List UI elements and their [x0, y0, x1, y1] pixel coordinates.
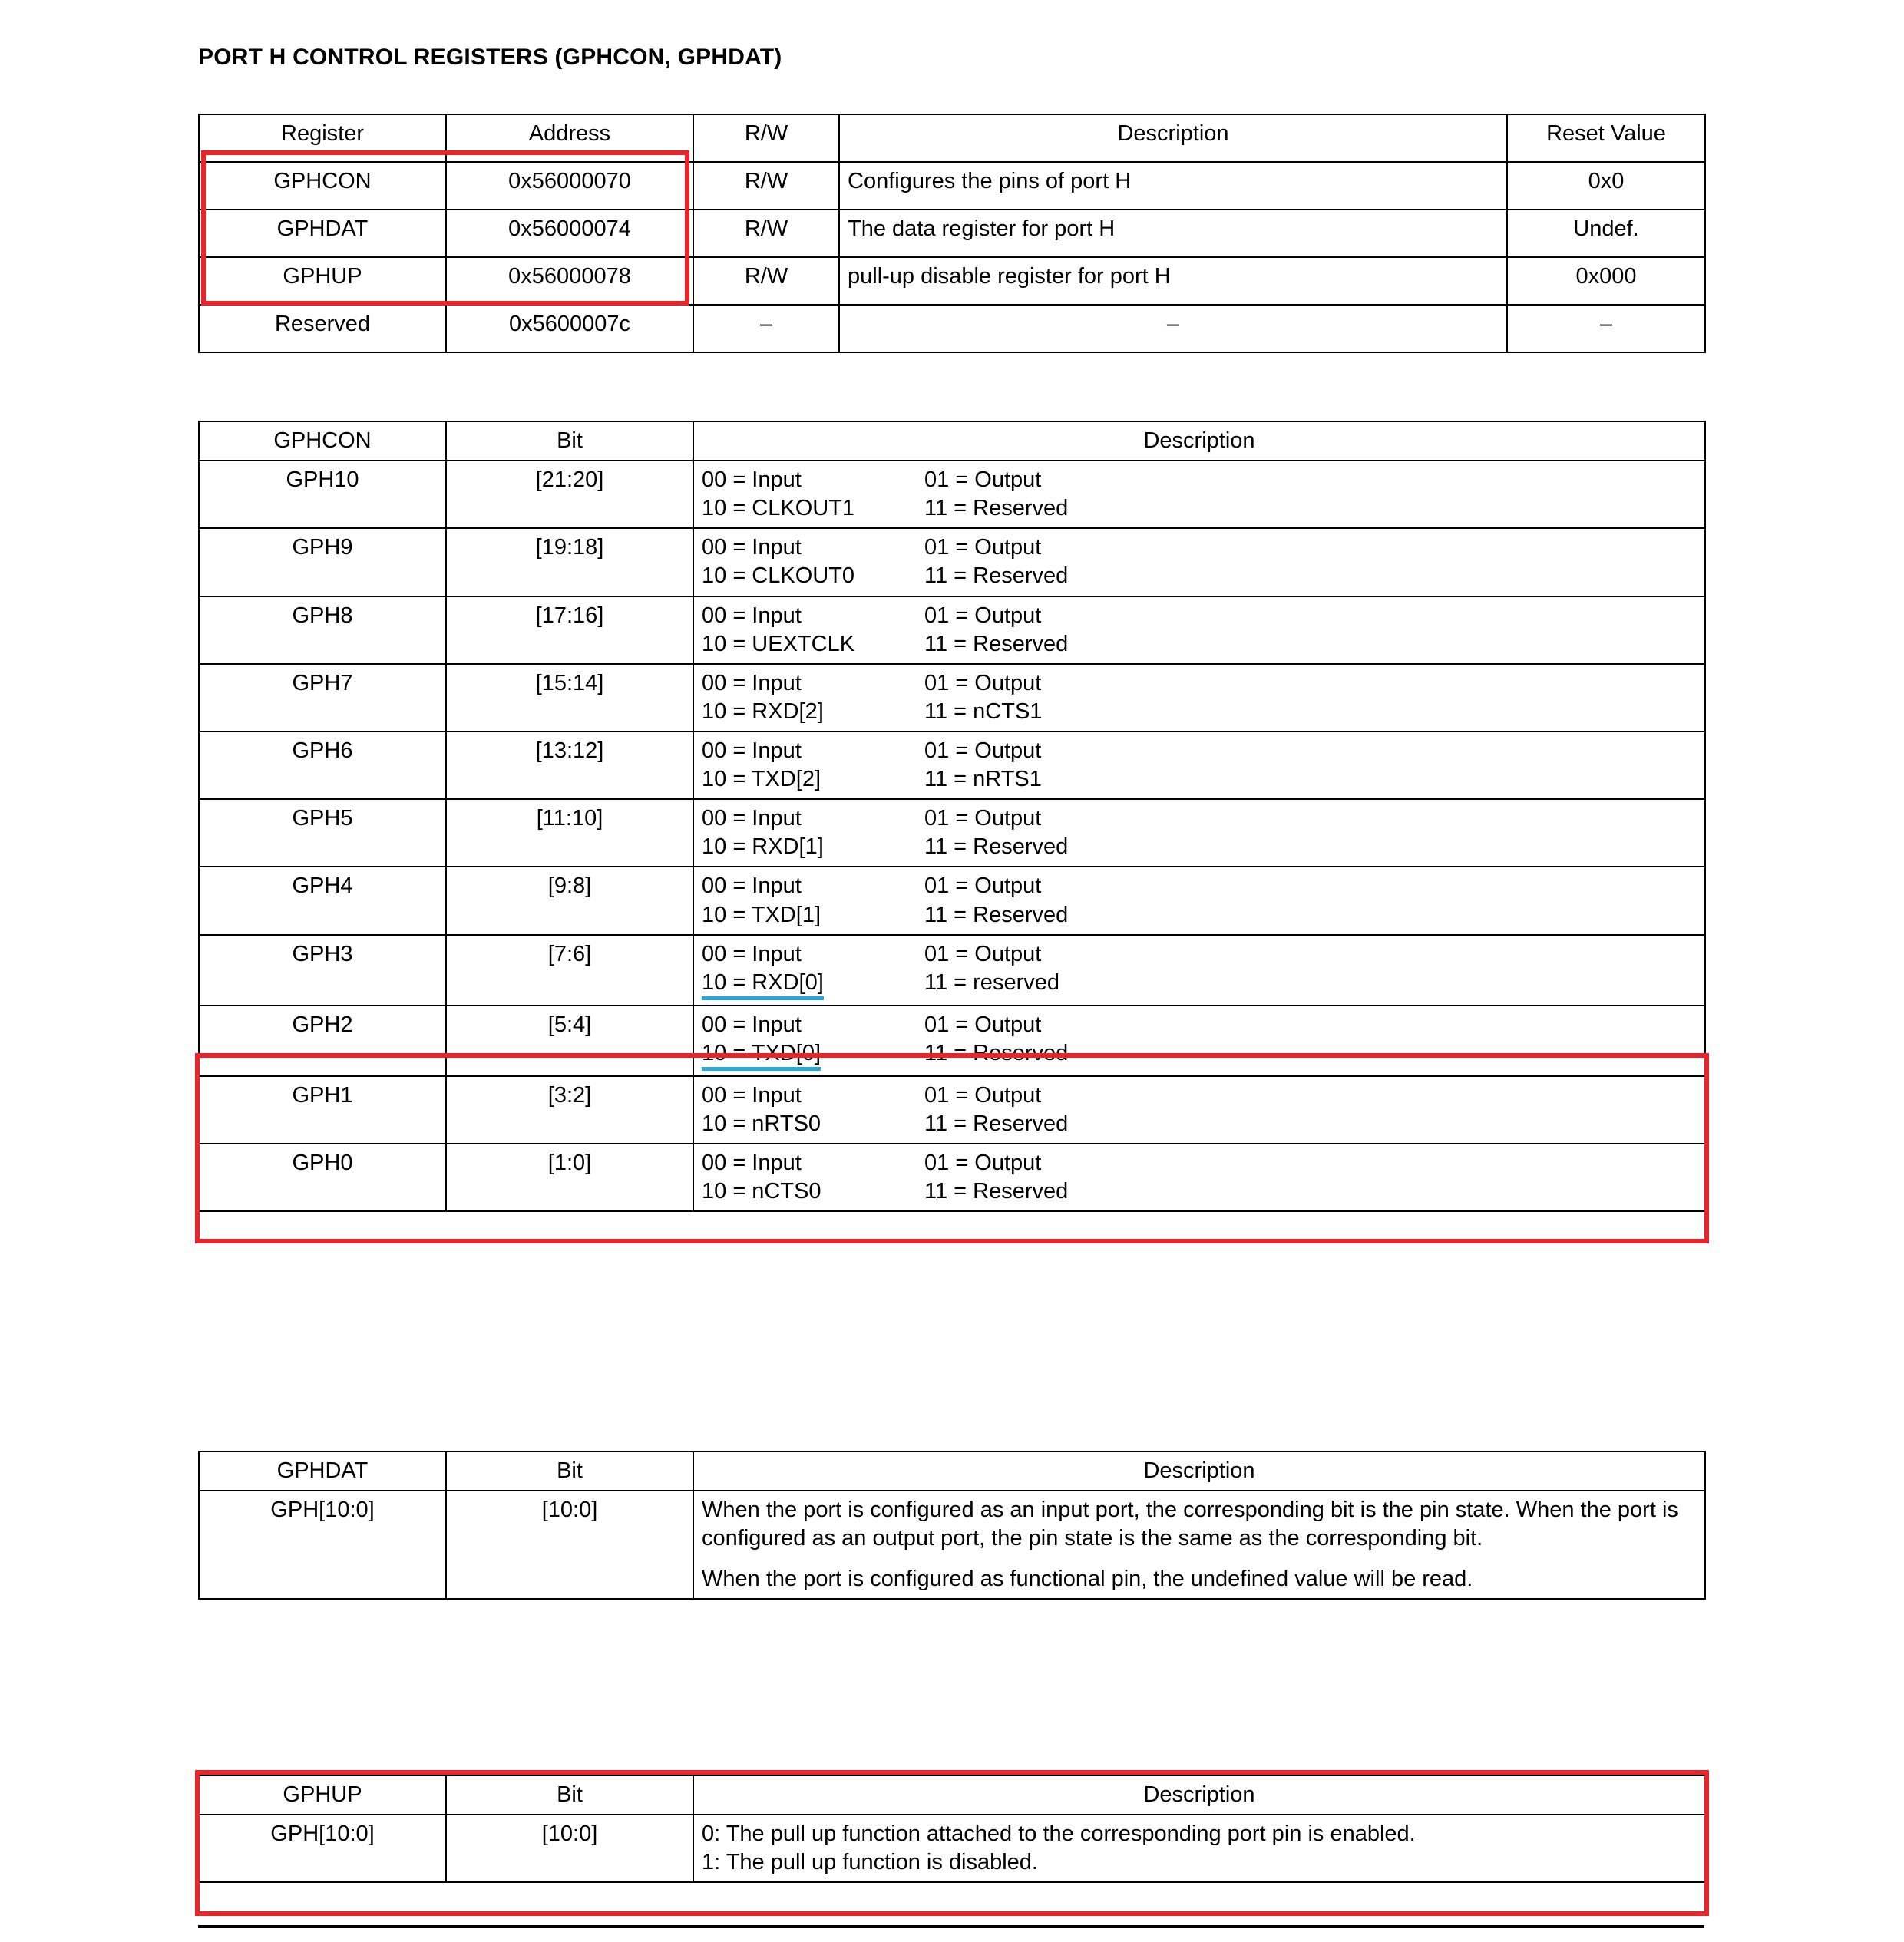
column-header-address: Address: [446, 114, 693, 162]
cell-reset-value: –: [1507, 305, 1705, 352]
option-10: 10 = CLKOUT0: [702, 563, 855, 589]
gphup-table: [198, 1775, 1706, 1883]
option-10-highlighted: 10 = RXD[0]: [702, 971, 824, 1000]
option-10: 10 = TXD[1]: [702, 902, 821, 927]
cell-field-name: GPH5: [199, 799, 446, 867]
cell-address: 0x5600007c: [446, 305, 693, 352]
column-header-gphup: GPHUP: [199, 1775, 446, 1815]
gphdat-table: [198, 1451, 1706, 1600]
option-10: 10 = UEXTCLK: [702, 631, 855, 656]
cell-bit-range: [19:18]: [446, 528, 693, 596]
option-10: 10 = nCTS0: [702, 1178, 821, 1204]
cell-register: Reserved: [199, 305, 446, 352]
column-header-bit: Bit: [446, 1452, 693, 1491]
table-row: [199, 162, 1705, 210]
table-row: [199, 1144, 1705, 1211]
description-line-2: 1: The pull up function is disabled.: [702, 1850, 1038, 1875]
table-row: [199, 867, 1705, 934]
table-row: [199, 732, 1705, 799]
table-header-row: [199, 1775, 1705, 1815]
option-11: 11 = Reserved: [924, 496, 1069, 521]
column-header-description: Description: [693, 421, 1705, 461]
option-10: 10 = RXD[1]: [702, 834, 824, 860]
option-01: 01 = Output: [924, 1082, 1042, 1108]
option-01: 01 = Output: [924, 467, 1042, 493]
cell-description: –: [839, 305, 1507, 352]
option-00: 00 = Input: [702, 806, 802, 831]
cell-rw: R/W: [693, 257, 839, 305]
table-row: [199, 935, 1705, 1006]
option-01: 01 = Output: [924, 806, 1042, 831]
table-row: [199, 461, 1705, 528]
cell-field-name: GPH6: [199, 732, 446, 799]
option-10: 10 = nRTS0: [702, 1111, 821, 1136]
cell-description: [693, 528, 1705, 596]
option-11: 11 = nRTS1: [924, 767, 1042, 792]
table-row: [199, 664, 1705, 732]
cell-register: GPHUP: [199, 257, 446, 305]
table-row: [199, 305, 1705, 352]
cell-bit-range: [10:0]: [446, 1491, 693, 1599]
cell-description: [693, 1006, 1705, 1076]
cell-bit-range: [3:2]: [446, 1076, 693, 1144]
cell-address: 0x56000070: [446, 162, 693, 210]
option-01: 01 = Output: [924, 1012, 1042, 1037]
description-paragraph-2: When the port is configured as functional pin, the undefined value will be read.: [702, 1567, 1473, 1592]
gphcon-table: [198, 421, 1706, 1212]
cell-description: [693, 596, 1705, 664]
cell-field-name: GPH[10:0]: [199, 1815, 446, 1882]
option-11: 11 = Reserved: [924, 631, 1069, 656]
cell-field-name: GPH9: [199, 528, 446, 596]
option-01: 01 = Output: [924, 941, 1042, 966]
option-00: 00 = Input: [702, 1082, 802, 1108]
option-00: 00 = Input: [702, 941, 802, 966]
cell-bit-range: [10:0]: [446, 1815, 693, 1882]
cell-bit-range: [15:14]: [446, 664, 693, 732]
column-header-gphcon: GPHCON: [199, 421, 446, 461]
cell-description: [693, 664, 1705, 732]
option-01: 01 = Output: [924, 670, 1042, 695]
table-header-row: [199, 421, 1705, 461]
column-header-rw: R/W: [693, 114, 839, 162]
cell-description: [693, 732, 1705, 799]
cell-description: [693, 461, 1705, 528]
cell-bit-range: [9:8]: [446, 867, 693, 934]
cell-description: The data register for port H: [839, 210, 1507, 257]
table-row: [199, 1076, 1705, 1144]
cell-field-name: GPH7: [199, 664, 446, 732]
cell-description: [693, 1815, 1705, 1882]
option-00: 00 = Input: [702, 467, 802, 493]
cell-field-name: GPH0: [199, 1144, 446, 1211]
option-11: 11 = Reserved: [924, 902, 1069, 927]
footer-divider: [198, 1925, 1704, 1928]
table-row: [199, 210, 1705, 257]
table-header-row: [199, 1452, 1705, 1491]
cell-description: [693, 867, 1705, 934]
option-11: 11 = Reserved: [924, 1040, 1069, 1065]
cell-description: pull-up disable register for port H: [839, 257, 1507, 305]
cell-description: [693, 1076, 1705, 1144]
option-01: 01 = Output: [924, 603, 1042, 628]
cell-field-name: GPH4: [199, 867, 446, 934]
cell-field-name: GPH3: [199, 935, 446, 1006]
option-01: 01 = Output: [924, 1150, 1042, 1175]
cell-field-name: GPH1: [199, 1076, 446, 1144]
option-10: 10 = CLKOUT1: [702, 496, 855, 521]
cell-reset-value: 0x0: [1507, 162, 1705, 210]
cell-description: [693, 799, 1705, 867]
option-11: 11 = Reserved: [924, 1111, 1069, 1136]
option-11: 11 = reserved: [924, 969, 1059, 995]
cell-reset-value: Undef.: [1507, 210, 1705, 257]
option-11: 11 = Reserved: [924, 834, 1069, 860]
column-header-gphdat: GPHDAT: [199, 1452, 446, 1491]
cell-bit-range: [1:0]: [446, 1144, 693, 1211]
cell-register: GPHDAT: [199, 210, 446, 257]
column-header-description: Description: [693, 1452, 1705, 1491]
cell-reset-value: 0x000: [1507, 257, 1705, 305]
option-10-highlighted: 10 = TXD[0]: [702, 1042, 821, 1071]
option-11: 11 = Reserved: [924, 1178, 1069, 1204]
cell-rw: R/W: [693, 210, 839, 257]
option-00: 00 = Input: [702, 670, 802, 695]
option-00: 00 = Input: [702, 1150, 802, 1175]
option-01: 01 = Output: [924, 874, 1042, 899]
cell-description: [693, 1491, 1705, 1599]
option-10: 10 = RXD[2]: [702, 699, 824, 724]
cell-address: 0x56000078: [446, 257, 693, 305]
cell-description: [693, 935, 1705, 1006]
option-01: 01 = Output: [924, 738, 1042, 763]
cell-field-name: GPH[10:0]: [199, 1491, 446, 1599]
table-row: [199, 799, 1705, 867]
option-00: 00 = Input: [702, 535, 802, 560]
cell-bit-range: [11:10]: [446, 799, 693, 867]
column-header-description: Description: [839, 114, 1507, 162]
table-row: [199, 1006, 1705, 1076]
page-title: PORT H CONTROL REGISTERS (GPHCON, GPHDAT): [198, 45, 782, 70]
column-header-bit: Bit: [446, 1775, 693, 1815]
cell-bit-range: [21:20]: [446, 461, 693, 528]
cell-description: [693, 1144, 1705, 1211]
cell-field-name: GPH8: [199, 596, 446, 664]
cell-rw: –: [693, 305, 839, 352]
cell-bit-range: [13:12]: [446, 732, 693, 799]
column-header-register: Register: [199, 114, 446, 162]
column-header-description: Description: [693, 1775, 1705, 1815]
option-11: 11 = Reserved: [924, 563, 1069, 589]
cell-register: GPHCON: [199, 162, 446, 210]
column-header-reset-value: Reset Value: [1507, 114, 1705, 162]
cell-bit-range: [17:16]: [446, 596, 693, 664]
option-01: 01 = Output: [924, 535, 1042, 560]
table-row: [199, 1491, 1705, 1599]
description-line-1: 0: The pull up function attached to the corresponding port pin is enabled.: [702, 1821, 1416, 1847]
table-row: [199, 528, 1705, 596]
cell-bit-range: [7:6]: [446, 935, 693, 1006]
register-summary-table: [198, 114, 1706, 353]
option-00: 00 = Input: [702, 874, 802, 899]
column-header-bit: Bit: [446, 421, 693, 461]
option-10: 10 = TXD[2]: [702, 767, 821, 792]
cell-bit-range: [5:4]: [446, 1006, 693, 1076]
description-paragraph-1: When the port is configured as an input port, the corresponding bit is the pin state. When the port is configured as an output port, the pin state is the same as the corresponding bit.: [702, 1498, 1678, 1551]
cell-address: 0x56000074: [446, 210, 693, 257]
cell-field-name: GPH2: [199, 1006, 446, 1076]
cell-rw: R/W: [693, 162, 839, 210]
option-00: 00 = Input: [702, 738, 802, 763]
option-11: 11 = nCTS1: [924, 699, 1043, 724]
cell-description: Configures the pins of port H: [839, 162, 1507, 210]
table-row: [199, 596, 1705, 664]
table-row: [199, 1815, 1705, 1882]
option-00: 00 = Input: [702, 603, 802, 628]
table-header-row: [199, 114, 1705, 162]
cell-field-name: GPH10: [199, 461, 446, 528]
option-00: 00 = Input: [702, 1012, 802, 1037]
table-row: [199, 257, 1705, 305]
